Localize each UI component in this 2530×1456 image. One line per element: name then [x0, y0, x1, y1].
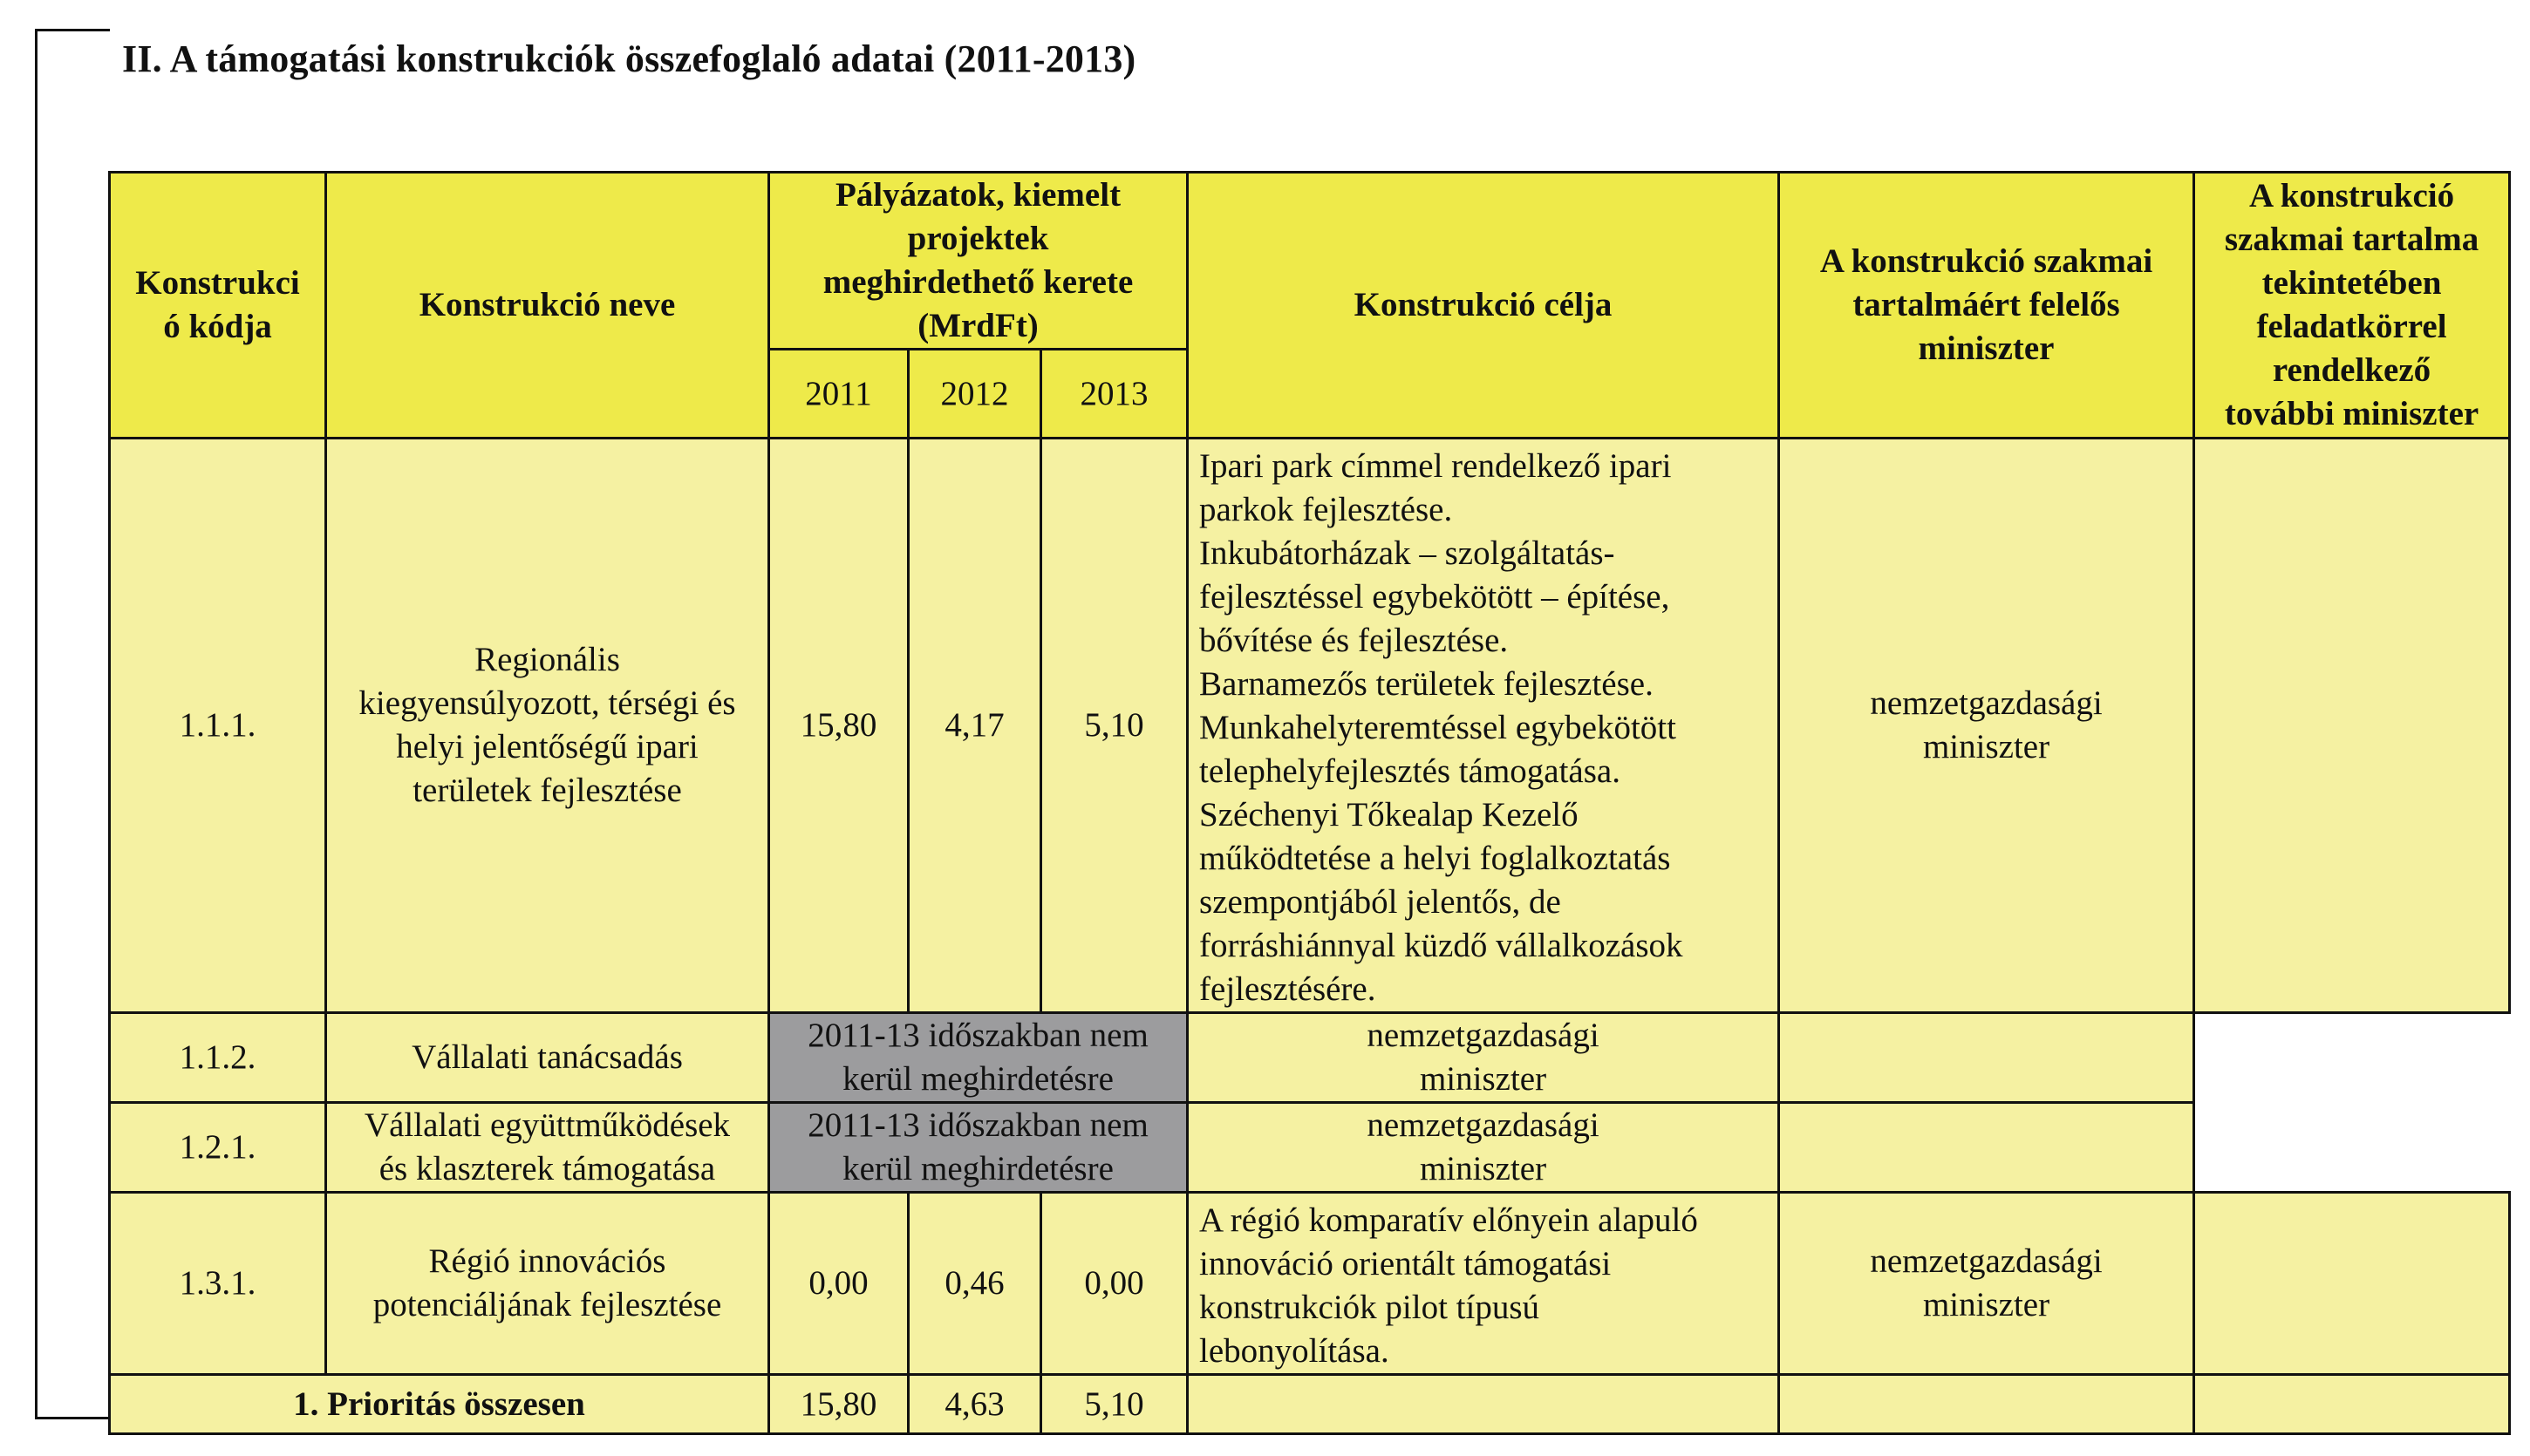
table-row — [110, 1193, 2510, 1375]
row-value-2012: 4,17 — [909, 439, 1041, 1013]
row-not-announced: 2011-13 időszakban nem kerül meghirdetésre — [769, 1013, 1188, 1103]
row-value-2011: 0,00 — [769, 1193, 909, 1375]
header-year-2012: 2012 — [909, 350, 1041, 439]
header-minister: A konstrukció szakmai tartalmáért felelős miniszter — [1779, 173, 2194, 439]
header-budget: Pályázatok, kiemelt projektek meghirdethető kerete (MrdFt) — [769, 173, 1188, 350]
row-minister: nemzetgazdasági miniszter — [1188, 1103, 1779, 1193]
total-value-2011: 15,80 — [769, 1375, 909, 1434]
total-label: 1. Prioritás összesen — [110, 1375, 769, 1434]
document-frame — [35, 29, 110, 1419]
table-row — [110, 439, 2510, 1013]
header-goal: Konstrukció célja — [1188, 173, 1779, 439]
row-value-2012: 0,46 — [909, 1193, 1041, 1375]
row-other-minister — [2194, 1193, 2510, 1375]
row-value-2013: 5,10 — [1041, 439, 1188, 1013]
total-value-2012: 4,63 — [909, 1375, 1041, 1434]
summary-table — [108, 171, 2511, 1435]
row-name: Vállalati együttműködések és klaszterek támogatása — [326, 1103, 769, 1193]
row-minister: nemzetgazdasági miniszter — [1188, 1013, 1779, 1103]
row-goal: Ipari park címmel rendelkező ipari parkok fejlesztése. Inkubátorházak – szolgáltatás- fejlesztéssel egybekötött – építése, bővítése és fejlesztése. Barnamezős területek fejlesztése. Munkahelyteremtéssel egybekötött telephelyfejlesztés támogatása. Széchenyi Tőkealap Kezelő működtetése a helyi foglalkoztatás szempontjából jelentős, de forráshiánnyal küzdő vállalkozások fejlesztésére. — [1188, 439, 1779, 1013]
header-other-minister: A konstrukció szakmai tartalma tekintetében feladatkörrel rendelkező további miniszter — [2194, 173, 2510, 439]
table-row — [110, 1103, 2510, 1193]
header-name: Konstrukció neve — [326, 173, 769, 439]
row-code: 1.1.2. — [110, 1013, 326, 1103]
row-name: Regionális kiegyensúlyozott, térségi és helyi jelentőségű ipari területek fejlesztése — [326, 439, 769, 1013]
section-title: II. A támogatási konstrukciók összefoglaló adatai (2011-2013) — [122, 37, 1136, 80]
row-not-announced: 2011-13 időszakban nem kerül meghirdetésre — [769, 1103, 1188, 1193]
row-minister: nemzetgazdasági miniszter — [1779, 1193, 2194, 1375]
row-value-2011: 15,80 — [769, 439, 909, 1013]
total-other-minister — [2194, 1375, 2510, 1434]
total-value-2013: 5,10 — [1041, 1375, 1188, 1434]
header-code: Konstrukci ó kódja — [110, 173, 326, 439]
total-row — [110, 1375, 2510, 1434]
row-name: Régió innovációs potenciáljának fejlesztése — [326, 1193, 769, 1375]
total-minister — [1779, 1375, 2194, 1434]
row-goal: A régió komparatív előnyein alapuló innováció orientált támogatási konstrukciók pilot típusú lebonyolítása. — [1188, 1193, 1779, 1375]
row-other-minister — [2194, 439, 2510, 1013]
row-value-2013: 0,00 — [1041, 1193, 1188, 1375]
header-year-2013: 2013 — [1041, 350, 1188, 439]
row-name: Vállalati tanácsadás — [326, 1013, 769, 1103]
row-code: 1.1.1. — [110, 439, 326, 1013]
row-other-minister — [1779, 1103, 2194, 1193]
row-code: 1.3.1. — [110, 1193, 326, 1375]
total-goal — [1188, 1375, 1779, 1434]
header-year-2011: 2011 — [769, 350, 909, 439]
row-other-minister — [1779, 1013, 2194, 1103]
row-code: 1.2.1. — [110, 1103, 326, 1193]
row-minister: nemzetgazdasági miniszter — [1779, 439, 2194, 1013]
table-row — [110, 1013, 2510, 1103]
header-row — [110, 173, 2510, 350]
